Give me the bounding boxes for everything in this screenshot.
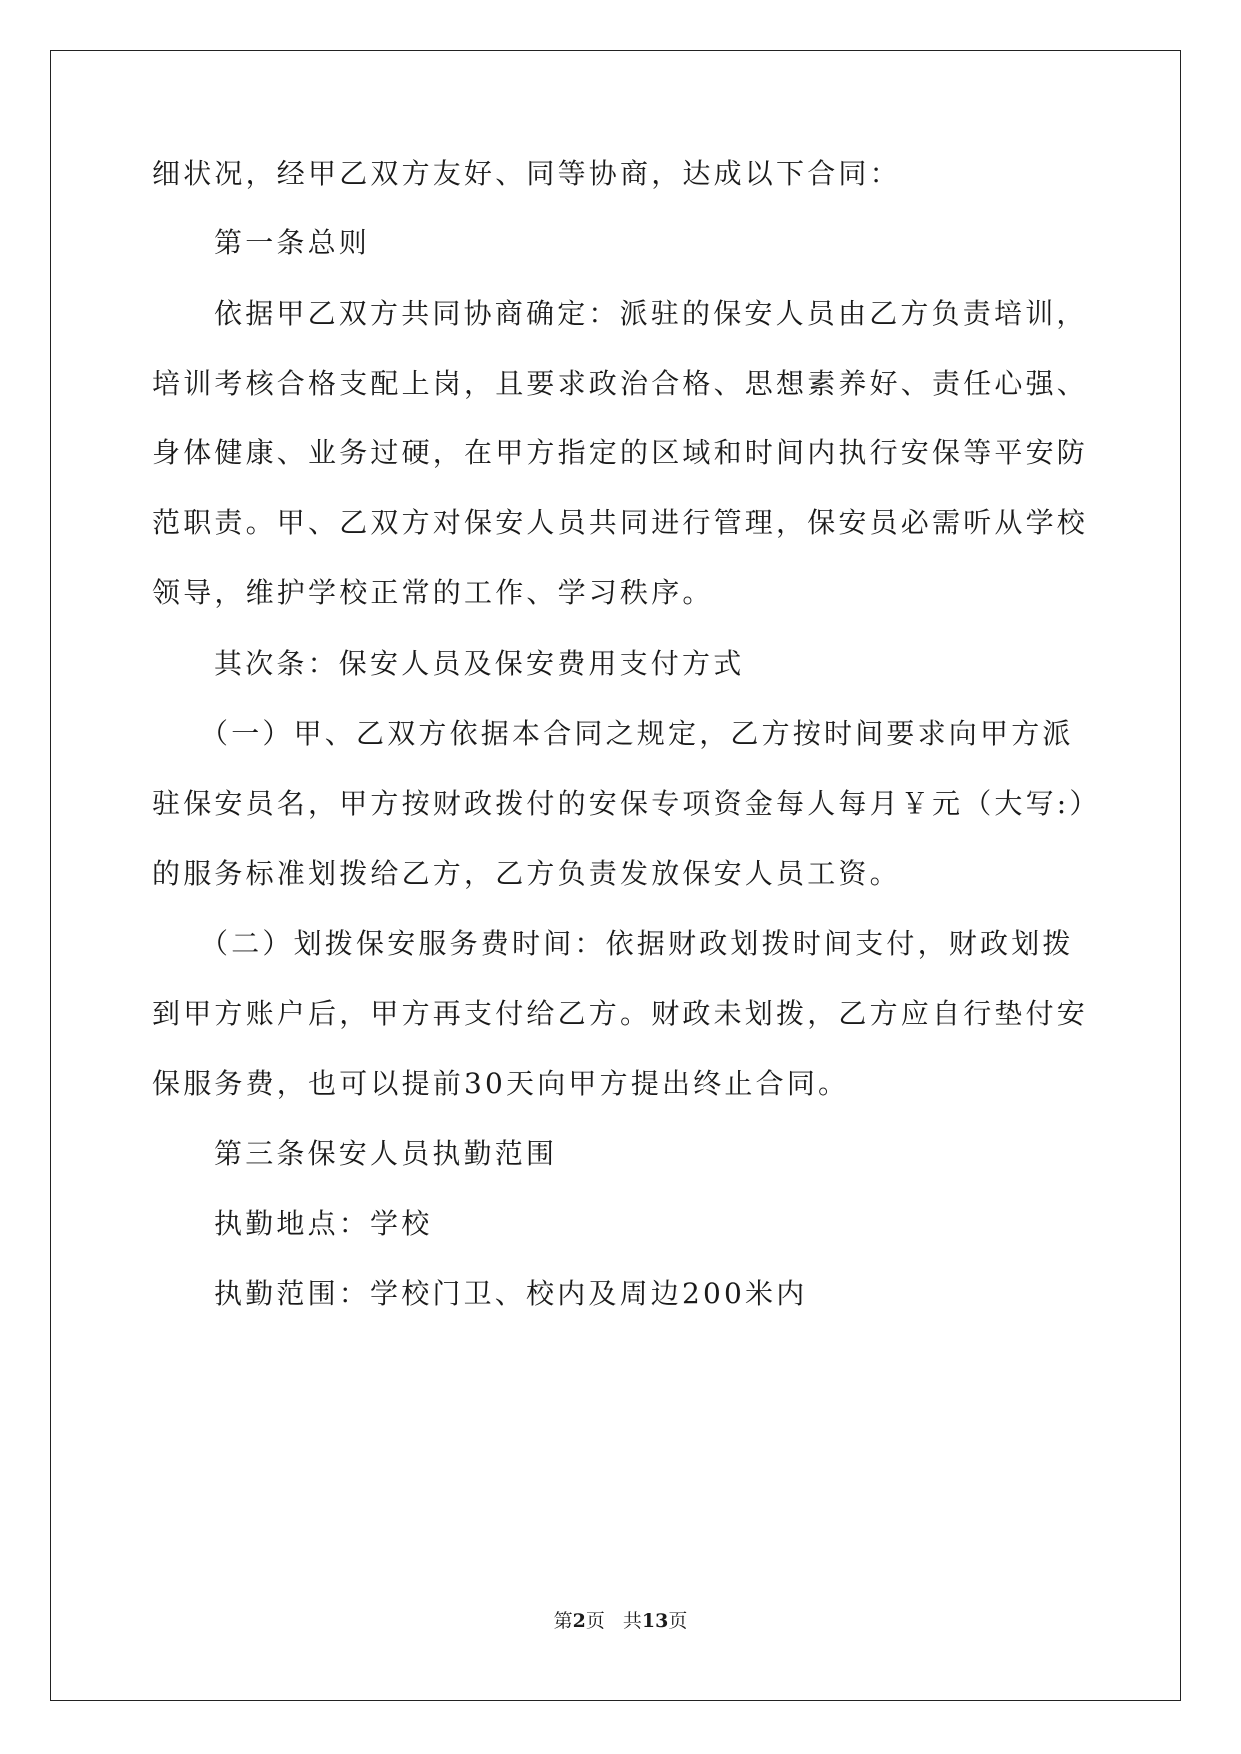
article-2-heading: 其次条：保安人员及保安费用支付方式 [214, 647, 745, 680]
footer-total-prefix: 共 [622, 1610, 642, 1632]
paragraph-line-6: 范职责。甲、乙双方对保安人员共同进行管理，保安员必需听从学校 [152, 506, 1089, 539]
clause-2-line-1: （二）划拨保安服务费时间：依据财政划拨时间支付，财政划拨 [200, 927, 1074, 960]
paragraph-line-5: 身体健康、业务过硬，在甲方指定的区域和时间内执行安保等平安防 [152, 436, 1089, 469]
clause-2-line-3: 保服务费，也可以提前30天向甲方提出终止合同。 [152, 1067, 850, 1100]
footer-total-suffix: 页 [668, 1610, 688, 1632]
paragraph-line-3: 依据甲乙双方共同协商确定：派驻的保安人员由乙方负责培训， [214, 297, 1088, 330]
footer-page-current: 2 [572, 1610, 586, 1632]
duty-location: 执勤地点：学校 [214, 1207, 433, 1240]
clause-2-line-2: 到甲方账户后，甲方再支付给乙方。财政未划拨，乙方应自行垫付安 [152, 997, 1089, 1030]
clause-1-line-2: 驻保安员名，甲方按财政拨付的安保专项资金每人每月￥元（大写:） [152, 787, 1101, 820]
paragraph-line-7: 领导，维护学校正常的工作、学习秩序。 [152, 576, 714, 609]
article-3-heading: 第三条保安人员执勤范围 [214, 1137, 558, 1170]
clause-1-line-3: 的服务标准划拨给乙方，乙方负责发放保安人员工资。 [152, 857, 901, 890]
article-1-heading: 第一条总则 [214, 226, 371, 259]
footer-page-suffix: 页 [585, 1610, 605, 1632]
footer-page-prefix: 第 [553, 1610, 573, 1632]
clause-1-line-1: （一）甲、乙双方依据本合同之规定，乙方按时间要求向甲方派 [200, 717, 1074, 750]
paragraph-line-4: 培训考核合格支配上岗，且要求政治合格、思想素养好、责任心强、 [152, 367, 1089, 400]
duty-range: 执勤范围：学校门卫、校内及周边200米内 [214, 1277, 808, 1310]
footer-page-total: 13 [641, 1610, 669, 1632]
page-footer [0, 1608, 1241, 1634]
paragraph-line-1: 细状况，经甲乙双方友好、同等协商，达成以下合同： [152, 157, 901, 190]
